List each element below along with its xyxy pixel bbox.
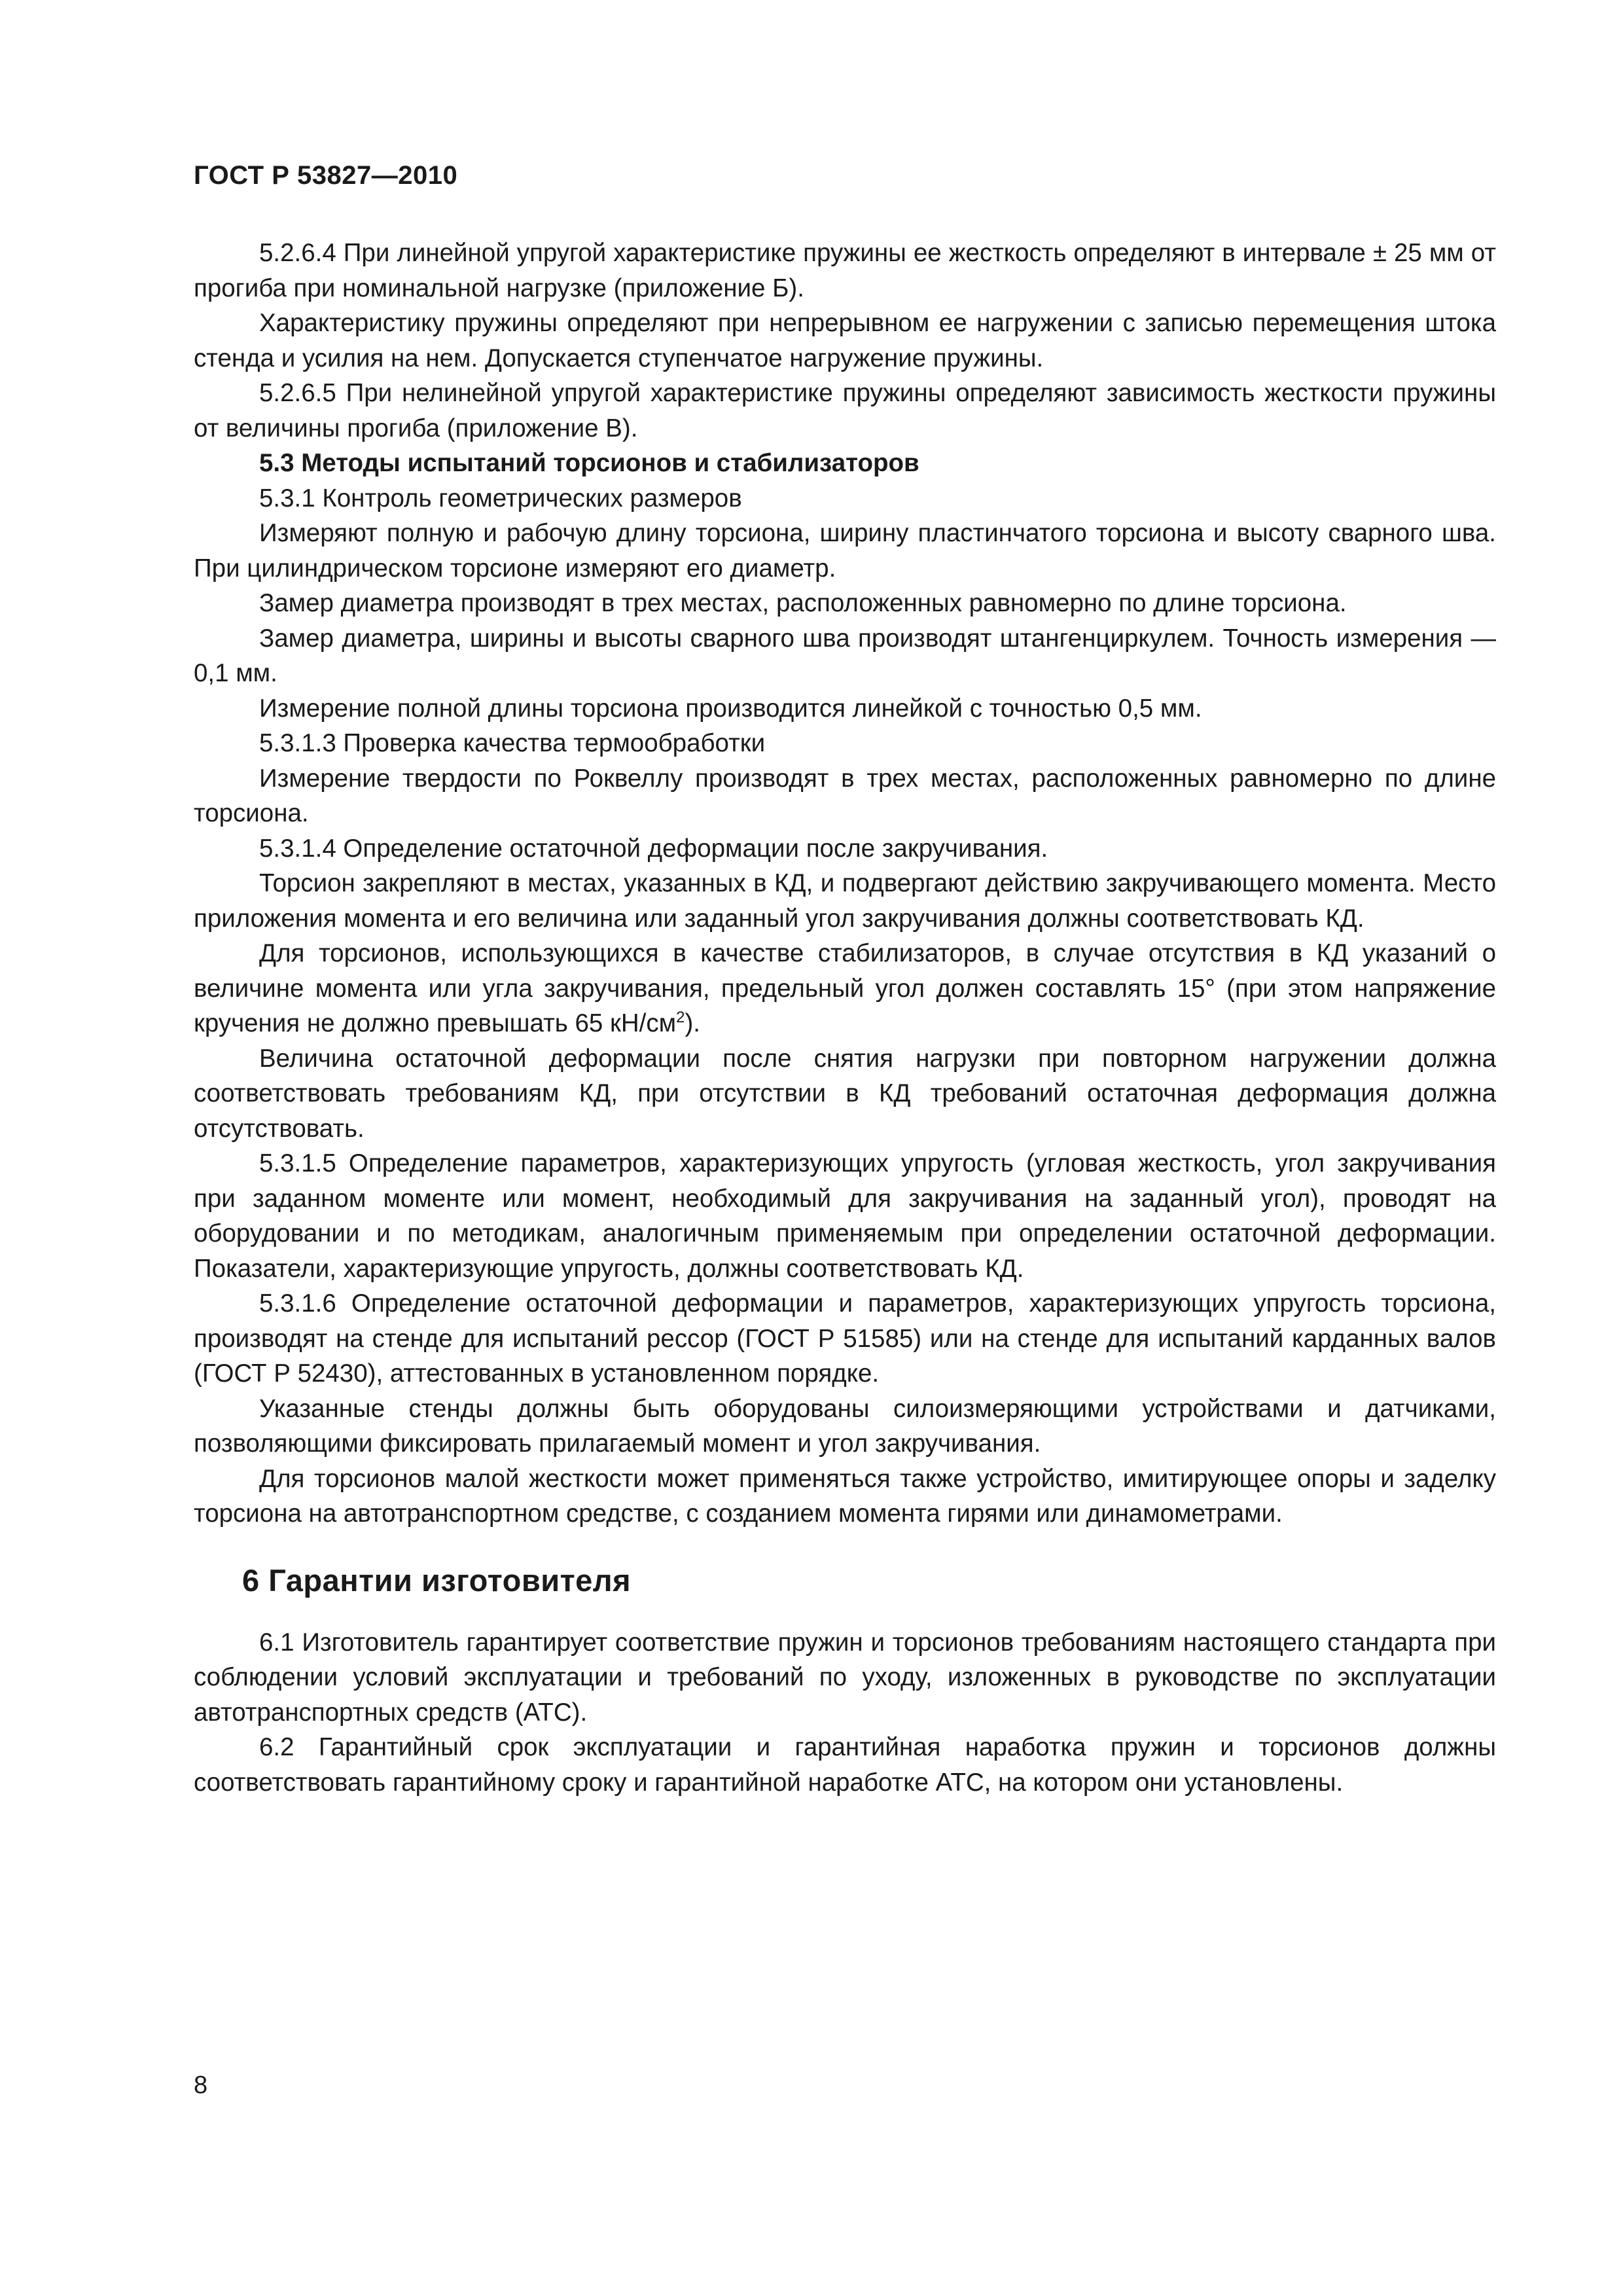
paragraph: 6.1 Изготовитель гарантирует соответствие пружин и торсионов требованиям настоящего стандарта при соблюдении условий эксплуатации и требований по уходу, изложенных в руководстве по эксплуатации автотранспортных средств (АТС). [194,1628,1496,1727]
paragraph: 5.3.1 Контроль геометрических размеров [259,484,742,512]
section-heading: 6 Гарантии изготовителя [242,1562,632,1598]
paragraph: 5.3.1.6 Определение остаточной деформации и параметров, характеризующих упругость торсиона, производят на стенде для испытаний рессор (ГОСТ Р 51585) или на стенде для испытаний карданных валов (ГОСТ Р 52430), аттестованных в установленном порядке. [194,1289,1496,1388]
paragraph: 5.2.6.4 При линейной упругой характеристике пружины ее жесткость определяют в интервале ± 25 мм от прогиба при номинальной нагрузке (приложение Б). [194,239,1496,302]
paragraph: 6.2 Гарантийный срок эксплуатации и гарантийная наработка пружин и торсионов должны соответствовать гарантийному сроку и гарантийной наработке АТС, на котором они установлены. [194,1733,1496,1797]
superscript: 2 [676,1009,685,1027]
paragraph: Измеряют полную и рабочую длину торсиона, ширину пластинчатого торсиона и высоту сварного шва. При цилиндрическом торсионе измеряют его диаметр. [194,519,1496,583]
paragraph-stabilizer-angle [194,936,1496,1041]
paragraph: Величина остаточной деформации после снятия нагрузки при повторном нагружении должна соответствовать требованиям КД, при отсутствии в КД требований остаточная деформация должна отсутствовать. [194,1044,1496,1143]
paragraph: Измерение полной длины торсиона производится линейкой с точностью 0,5 мм. [259,694,1202,723]
paragraph: Для торсионов малой жесткости может применяться также устройство, имитирующее опоры и заделку торсиона на автотранспортном средстве, с созданием момента гирями или динамометрами. [194,1464,1496,1528]
paragraph: 5.3.1.4 Определение остаточной деформации после закручивания. [259,834,1048,863]
paragraph: Замер диаметра производят в трех местах, расположенных равномерно по длине торсиона. [259,589,1347,617]
document-body [194,236,1496,1800]
paragraph-text: Для торсионов, использующихся в качестве стабилизаторов, в случае отсутствия в КД указаний о величине момента или угла закручивания, предельный угол должен составлять 15° (при этом напряжение кручения не должно превышать 65 кН/см [194,939,1496,1037]
document-header: ГОСТ Р 53827—2010 [194,161,458,190]
page-number: 8 [194,2072,208,2099]
paragraph-text: ). [685,1009,700,1037]
paragraph: Указанные стенды должны быть оборудованы силоизмеряющими устройствами и датчиками, позволяющими фиксировать прилагаемый момент и угол закручивания. [194,1394,1496,1458]
paragraph: 5.3.1.3 Проверка качества термообработки [259,729,766,757]
paragraph: Торсион закрепляют в местах, указанных в КД, и подвергают действию закручивающего момента. Место приложения момента и его величина или заданный угол закручивания должны соответствовать КД. [194,869,1496,933]
paragraph: 5.2.6.5 При нелинейной упругой характеристике пружины определяют зависимость жесткости пружины от величины прогиба (приложение В). [194,379,1496,442]
paragraph: Характеристику пружины определяют при непрерывном ее нагружении с записью перемещения штока стенда и усилия на нем. Допускается ступенчатое нагружение пружины. [194,309,1496,372]
paragraph: Замер диаметра, ширины и высоты сварного шва производят штангенциркулем. Точность измерения — 0,1 мм. [194,624,1496,687]
paragraph: Измерение твердости по Роквеллу производят в трех местах, расположенных равномерно по длине торсиона. [194,764,1496,827]
subsection-heading: 5.3 Методы испытаний торсионов и стабилизаторов [259,449,919,477]
paragraph: 5.3.1.5 Определение параметров, характеризующих упругость (угловая жесткость, угол закручивания при заданном моменте или момент, необходимый для закручивания на заданный угол), проводят на оборудовании и по методикам, аналогичным применяемым при определении остаточной деформации. Показатели, характеризующие упругость, должны соответствовать КД. [194,1149,1496,1283]
